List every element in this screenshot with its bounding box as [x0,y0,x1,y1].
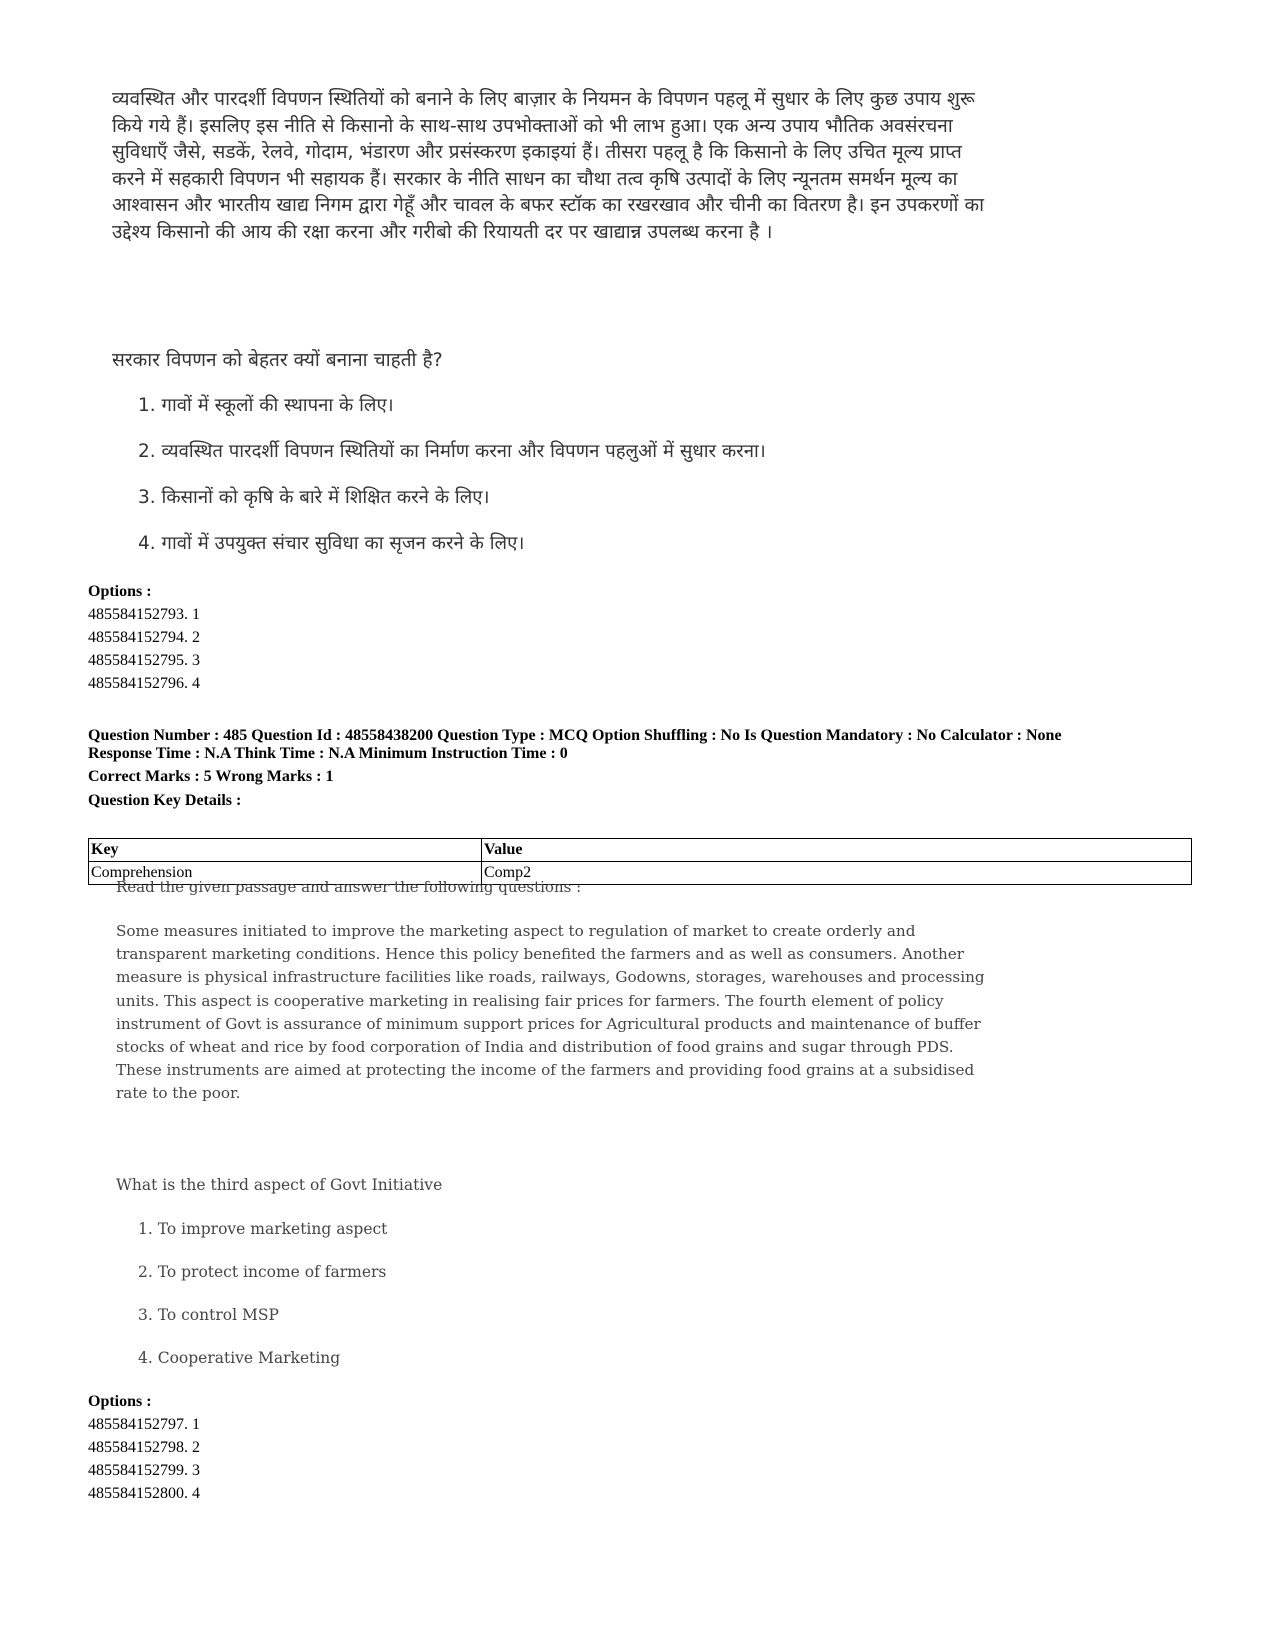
option-id: 485584152797. 1 [88,1416,200,1433]
options-heading: Options : [88,1393,152,1410]
hindi-passage: व्यवस्थित और पारदर्शी विपणन स्थितियों को बनाने के लिए बाज़ार के नियमन के विपणन पहलू में सुधार के लिए कुछ उपाय शुरू किये गये हैं। इसलिए इस नीति से किसानो के साथ-साथ उपभोक्ताओं को भी लाभ हुआ। एक अन्य उपाय भौतिक अवसंरचना सुविधाएँ जैसे, सडकें, रेलवे, गोदाम, भंडारण और प्रसंस्करण इकाइयां हैं। तीसरा पहलू है कि किसानो के लिए उचित मूल्य प्राप्त करने में सहकारी विपणन भी सहायक हैं। सरकार के नीति साधन का चौथा तत्व कृषि उत्पादों के लिए न्यूनतम समर्थन मूल्य का आश्वासन और भारतीय खाद्य निगम द्वारा गेहूँ और चावल के बफर स्टॉक का रखरखाव और चीनी का वितरण है। इन उपकरणों का उद्देश्य किसानो की आय की रक्षा करना और गरीबो की रियायती दर पर खाद्यान्न उपलब्ध करना है । [112,88,985,243]
table-header-value: Value [482,839,1192,862]
option-id: 485584152798. 2 [88,1439,200,1456]
hindi-choice: 3. किसानों को कृषि के बारे में शिक्षित करने के लिए। [138,487,490,508]
options-heading: Options : [88,583,152,600]
option-id: 485584152800. 4 [88,1485,200,1502]
option-id: 485584152796. 4 [88,675,200,692]
option-id: 485584152794. 2 [88,629,200,646]
english-passage-block [116,878,996,1367]
english-choice: 4. Cooperative Marketing [138,1349,341,1367]
option-id: 485584152799. 3 [88,1462,200,1479]
marks-line: Correct Marks : 5 Wrong Marks : 1 [88,768,334,785]
option-id: 485584152795. 3 [88,652,200,669]
table-cell-value: Comp2 [482,862,1192,885]
english-choice: 3. To control MSP [138,1306,279,1324]
english-question-text: What is the third aspect of Govt Initiative [116,1176,443,1194]
question-meta-timing: Response Time : N.A Think Time : N.A Minimum Instruction Time : 0 [88,745,568,762]
hindi-choice: 1. गावों में स्कूलों की स्थापना के लिए। [138,395,394,416]
table-cell-key: Comprehension [89,862,482,885]
question-meta: Question Number : 485 Question Id : 48558438200 Question Type : MCQ Option Shuffling : No Is Question Mandatory : No Calculator : None [88,727,1062,744]
table-header-row [89,839,1192,862]
hindi-choice: 4. गावों में उपयुक्त संचार सुविधा का सृजन करने के लिए। [138,533,525,554]
english-choice: 2. To protect income of farmers [138,1263,387,1281]
option-id: 485584152793. 1 [88,606,200,623]
english-choice: 1. To improve marketing aspect [138,1220,388,1238]
english-passage: Some measures initiated to improve the marketing aspect to regulation of market to create orderly and transparent marketing conditions. Hence this policy benefited the farmers and as well as consumers. Another measure is physical infrastructure facilities like roads, railways, Godowns, storages, warehouses and processing units. This aspect is cooperative marketing in realising fair prices for farmers. The fourth element of policy instrument of Govt is assurance of minimum support prices for Agricultural products and maintenance of buffer stocks of wheat and rice by food corporation of India and distribution of food grains and sugar through PDS. These instruments are aimed at protecting the income of the farmers and providing food grains at a subsidised rate to the poor. [116,922,985,1103]
hindi-choice: 2. व्यवस्थित पारदर्शी विपणन स्थितियों का निर्माण करना और विपणन पहलुओं में सुधार करना। [138,441,766,462]
passage-intro: Read the given passage and answer the following questions : [116,878,582,896]
key-details-heading: Question Key Details : [88,792,242,809]
table-header-key: Key [89,839,482,862]
hindi-question-text: सरकार विपणन को बेहतर क्यों बनाना चाहती है? [112,349,443,371]
